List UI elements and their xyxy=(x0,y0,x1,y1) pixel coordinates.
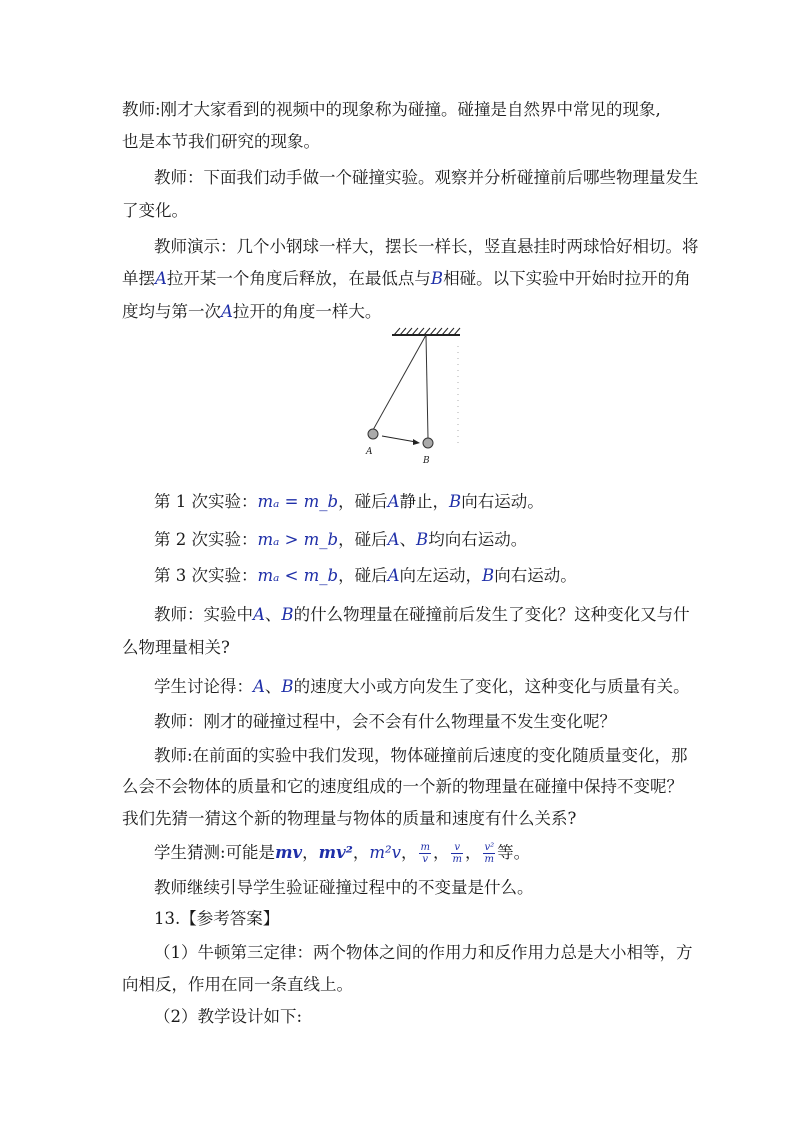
text-segment: ，碰后 xyxy=(338,530,388,549)
experiment-prefix: 第 1 次实验： xyxy=(154,492,258,511)
math-var-b: B xyxy=(281,677,294,696)
text-segment: ，碰后 xyxy=(338,492,388,511)
experiment-2 xyxy=(154,529,527,551)
fraction-numerator: v xyxy=(451,842,462,854)
math-var-b: B xyxy=(449,492,462,511)
text-segment: 向右运动。 xyxy=(461,492,544,511)
text-segment: ， xyxy=(432,843,450,862)
math-var-a: A xyxy=(221,302,233,321)
experiment-3 xyxy=(154,565,577,587)
experiment-formula: mₐ < m_b xyxy=(257,566,339,585)
arrow-head xyxy=(413,439,420,445)
text-segment: 向左运动， xyxy=(399,566,483,585)
ball-b xyxy=(423,438,433,448)
fraction-numerator: v² xyxy=(484,842,495,853)
text-segment: 学生猜测:可能是 xyxy=(154,843,276,862)
fraction-m-over-v xyxy=(419,842,430,865)
teacher-question-3-line-2: 么会不会物体的质量和它的速度组成的一个新的物理量在碰撞中保持不变呢？ xyxy=(122,777,683,796)
guess-formula: m²v xyxy=(369,843,401,862)
pendulum-diagram xyxy=(360,326,470,468)
math-var-b: B xyxy=(430,269,444,288)
experiment-formula: mₐ > m_b xyxy=(257,530,339,549)
text-segment: 度均与第一次 xyxy=(122,302,221,321)
math-var-a: A xyxy=(387,566,400,585)
student-discussion xyxy=(154,676,690,698)
paragraph-2-line-2: 了变化。 xyxy=(122,201,188,220)
text-segment: ， xyxy=(400,843,418,862)
text-segment: 的什么物理量在碰撞前后发生了变化？这种变化又与什 xyxy=(293,605,690,624)
ceiling-hatch xyxy=(394,328,460,335)
answer-heading: 13.【参考答案】 xyxy=(154,909,280,928)
text-segment: 、 xyxy=(264,605,282,624)
student-guess xyxy=(154,842,530,865)
text-segment: 静止， xyxy=(399,492,450,511)
paragraph-2-line-1: 教师：下面我们动手做一个碰撞实验。观察并分析碰撞前后哪些物理量发生 xyxy=(154,168,699,187)
teacher-question-2: 教师：刚才的碰撞过程中，会不会有什么物理量不发生变化呢？ xyxy=(154,712,616,731)
paragraph-3-line-3 xyxy=(122,301,381,323)
teacher-question-3-line-1: 教师:在前面的实验中我们发现，物体碰撞前后速度的变化随质量变化，那 xyxy=(154,746,688,765)
label-b: B xyxy=(423,456,430,466)
experiment-1 xyxy=(154,491,544,513)
text-segment: 等。 xyxy=(497,843,531,862)
fraction-denominator: v xyxy=(422,854,429,865)
experiment-prefix: 第 3 次实验： xyxy=(154,566,258,585)
text-segment: 单摆 xyxy=(122,269,155,288)
ball-a xyxy=(368,429,378,439)
paragraph-1-line-1: 教师:刚才大家看到的视频中的现象称为碰撞。碰撞是自然界中常见的现象, xyxy=(122,100,661,119)
answer-1-line-2: 向相反，作用在同一条直线上。 xyxy=(122,975,353,994)
paragraph-3-line-2 xyxy=(122,268,691,290)
experiment-formula: mₐ = m_b xyxy=(257,492,339,511)
math-var-b: B xyxy=(416,530,429,549)
label-a: A xyxy=(366,447,373,457)
pendulum-figure xyxy=(360,326,470,468)
text-segment: 拉开某一个角度后释放，在最低点与 xyxy=(166,269,431,288)
fraction-v-over-m xyxy=(451,842,462,865)
string-a xyxy=(373,335,426,430)
fraction-v2-over-m xyxy=(483,842,495,865)
text-segment: ，碰后 xyxy=(338,566,388,585)
text-segment: 向右运动。 xyxy=(494,566,577,585)
teacher-question-1-line-1 xyxy=(154,604,690,626)
teacher-question-3-line-3: 我们先猜一猜这个新的物理量与物体的质量和速度有什么关系? xyxy=(122,809,577,828)
answer-1-line-1: （1）牛顿第三定律：两个物体之间的作用力和反作用力总是大小相等，方 xyxy=(154,943,693,962)
math-var-a: A xyxy=(253,677,265,696)
text-segment: 、 xyxy=(399,530,417,549)
teacher-final: 教师继续引导学生验证碰撞过程中的不变量是什么。 xyxy=(154,878,534,897)
fraction-denominator: m xyxy=(452,854,462,865)
fraction-numerator: m xyxy=(420,842,430,853)
math-var-a: A xyxy=(155,269,167,288)
experiment-prefix: 第 2 次实验： xyxy=(154,530,258,549)
answer-2: （2）教学设计如下: xyxy=(154,1007,303,1026)
text-segment: 相碰。以下实验中开始时拉开的角 xyxy=(443,269,691,288)
text-segment: 拉开的角度一样大。 xyxy=(232,302,382,321)
text-segment: ， xyxy=(352,843,370,862)
guess-formula: mv xyxy=(275,843,303,862)
guess-formula: mv² xyxy=(318,843,353,862)
fraction-denominator: m xyxy=(484,854,495,865)
text-segment: 教师：实验中 xyxy=(154,605,253,624)
text-segment: 均向右运动。 xyxy=(428,530,528,549)
string-b xyxy=(426,335,428,438)
teacher-question-1-line-2: 么物理量相关? xyxy=(122,638,230,657)
text-segment: ， xyxy=(302,843,319,862)
math-var-a: A xyxy=(253,605,265,624)
paragraph-3-line-1: 教师演示：几个小钢球一样大，摆长一样长，竖直悬挂时两球恰好相切。将 xyxy=(154,237,699,256)
text-segment: 的速度大小或方向发生了变化，这种变化与质量有关。 xyxy=(293,677,690,696)
paragraph-1-line-2: 也是本节我们研究的现象。 xyxy=(122,132,320,151)
math-var-b: B xyxy=(281,605,294,624)
text-segment: ， xyxy=(464,843,482,862)
math-var-b: B xyxy=(482,566,495,585)
text-segment: 学生讨论得： xyxy=(154,677,253,696)
arrow-line xyxy=(382,436,416,442)
math-var-a: A xyxy=(387,492,400,511)
math-var-a: A xyxy=(387,530,400,549)
text-segment: 、 xyxy=(264,677,282,696)
